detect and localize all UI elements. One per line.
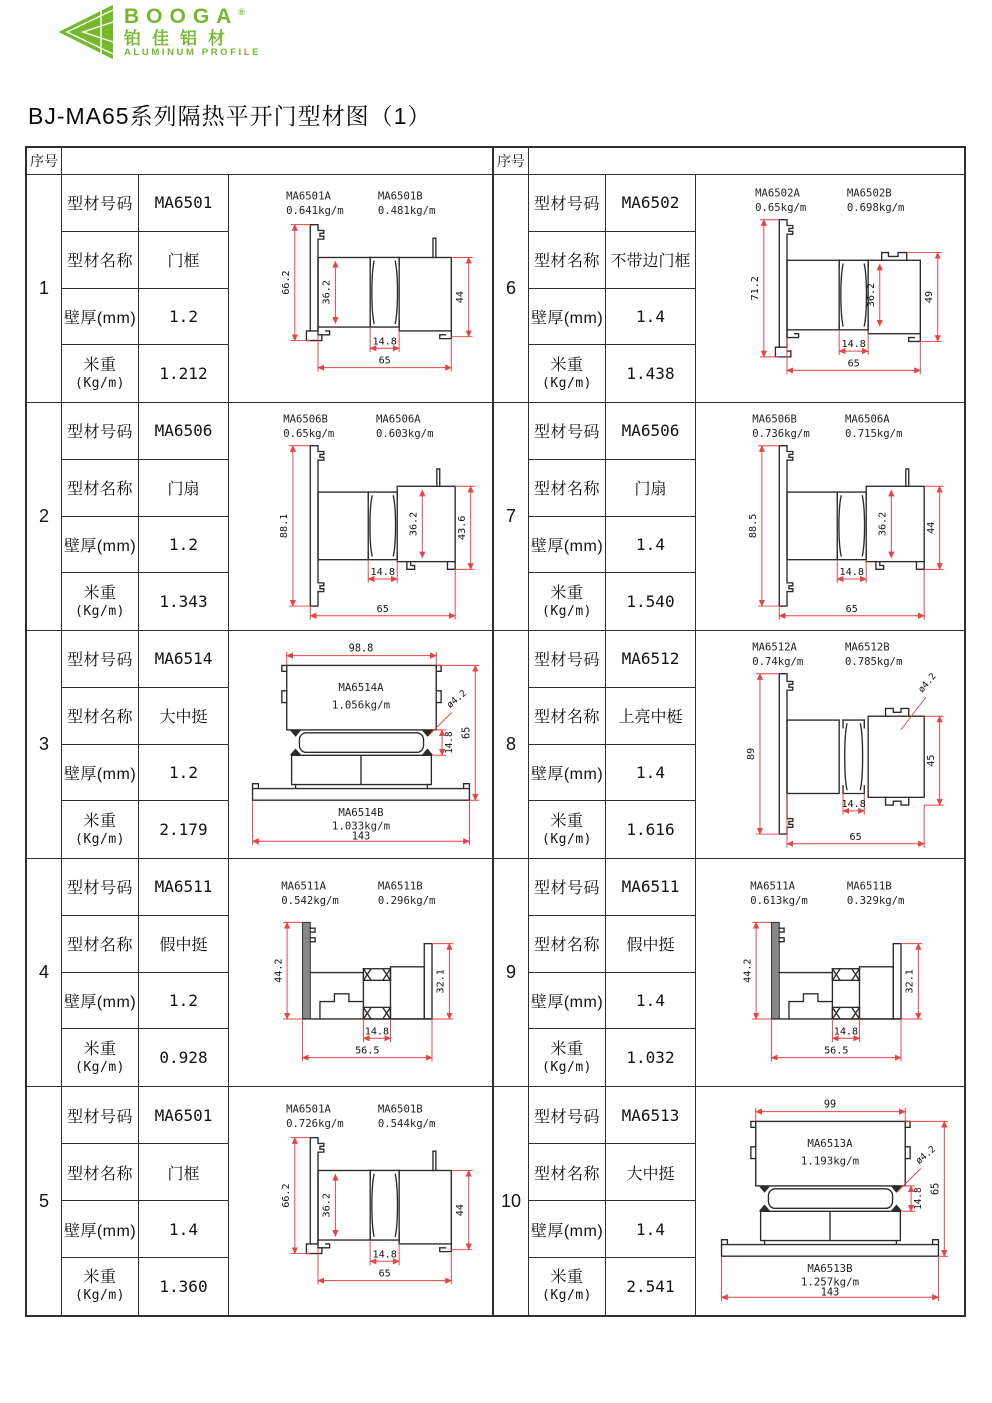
row-label-weight: 米重 (Kg/m) [529,345,606,402]
row-label-name: 型材名称 [529,460,606,517]
part-code: MA6502A [755,186,800,200]
meter-weight: 1.540 [606,573,696,630]
profile-row-5 [27,1087,492,1315]
dim-top-label: 99 [823,1099,837,1112]
dim-right-label: 44 [454,1203,466,1216]
row-label-weight: 米重 (Kg/m) [529,573,606,630]
meter-weight: 2.179 [139,801,229,858]
wall-thickness: 1.4 [606,745,696,802]
row-label-weight: 米重 (Kg/m) [529,1029,606,1086]
logo-text [124,5,261,58]
row-label-weight: 米重 (Kg/m) [529,801,606,858]
header-right-half [492,148,964,175]
serial-cell: 2 [27,403,62,630]
part-labels [283,413,433,440]
part-code: MA6513A [807,1137,853,1151]
row-label-name: 型材名称 [529,232,606,289]
dim-width-label: 65 [378,355,391,367]
profile-code: MA6506 [139,403,229,460]
part-labels [750,879,904,906]
header-left-blank [62,148,492,174]
part-code: MA6511A [750,879,796,893]
row-label-thickness: 壁厚(mm) [529,745,606,802]
row-label-code: 型材号码 [62,1087,139,1144]
part-weight: 0.715kg/m [844,427,903,441]
row-label-code: 型材号码 [529,1087,606,1144]
meter-weight: 2.541 [606,1258,696,1315]
profile-drawing [229,631,492,858]
profile-code: MA6502 [606,175,696,232]
logo [55,4,261,60]
part-weight: 0.698kg/m [846,201,905,215]
part-labels [286,1102,435,1129]
thermal-clamps [759,1186,903,1211]
hole-label: ø4.2 [444,687,469,711]
dim-width-label: 65 [849,832,862,844]
profile-row-8 [492,631,964,859]
dim-right-label: 49 [923,291,935,304]
dimensions [279,446,474,620]
part-labels [286,190,435,217]
part-weight: 0.329kg/m [846,893,905,907]
profile-code: MA6506 [606,403,696,460]
row-label-name: 型材名称 [62,916,139,973]
row-label-weight: 米重 (Kg/m) [62,801,139,858]
serial-cell: 1 [27,175,62,402]
dim-inner-label: 36.2 [321,1192,333,1218]
profile-drawing [696,631,964,858]
dim-bottom-label: 143 [820,1286,840,1299]
logo-brand: BOOGA® [124,5,245,29]
profile-name: 大中挺 [139,688,229,745]
profile-name: 大中挺 [606,1144,696,1201]
part-weight: 0.296kg/m [377,893,435,907]
row-label-weight: 米重 (Kg/m) [529,1258,606,1315]
profile-row-7 [492,403,964,631]
row-label-weight: 米重 (Kg/m) [62,1029,139,1086]
part-weight: 0.65kg/m [282,427,334,441]
dim-right-label: 44 [454,291,466,304]
dim-right-label: 32.1 [904,968,916,994]
dim-left-label: 89 [746,748,758,761]
profile-name: 门框 [139,1144,229,1201]
wall-thickness: 1.4 [139,1201,229,1258]
profiles-table [25,146,966,1317]
part-code: MA6506A [844,412,890,426]
wall-thickness: 1.4 [606,289,696,346]
part-code: MA6506A [375,412,421,426]
part-code: MA6514B [337,805,384,819]
profile-name: 不带边门框 [606,232,696,289]
part-code: MA6501A [285,189,331,203]
part-weight: 1.033kg/m [331,819,390,833]
profile-name: 上亮中梃 [606,688,696,745]
dimensions [748,446,943,620]
thermal-clamps [289,730,433,755]
dim-strip-label: 14.8 [841,799,866,811]
dim-left-label: 88.5 [748,513,760,539]
part-code: MA6501B [377,189,423,203]
wall-thickness: 1.4 [606,973,696,1030]
dim-width-label: 56.5 [354,1045,379,1057]
row-label-thickness: 壁厚(mm) [62,289,139,346]
part-weight: 0.542kg/m [280,893,339,907]
meter-weight: 1.616 [606,801,696,858]
dim-right-label: 44 [925,521,937,535]
profile-code: MA6501 [139,1087,229,1144]
part-code: MA6511B [846,879,892,893]
dim-left-label: 44.2 [272,958,284,983]
profile-row-1 [27,175,492,403]
row-label-thickness: 壁厚(mm) [529,973,606,1030]
dim-width-label: 65 [378,1268,391,1280]
profile-code: MA6514 [139,631,229,688]
part-code: MA6502B [846,186,892,200]
dim-right-label: 32.1 [435,968,447,994]
part-labels [752,641,902,668]
profile-name: 门扇 [139,460,229,517]
wall-thickness: 1.2 [139,745,229,802]
part-labels [281,879,435,906]
wall-thickness: 1.2 [139,289,229,346]
dim-inner-label: 36.2 [865,283,877,308]
profile-code: MA6513 [606,1087,696,1144]
dim-strip-label: 14.8 [841,339,866,351]
part-code: MA6506B [752,412,797,426]
row-label-code: 型材号码 [529,175,606,232]
meter-weight: 1.343 [139,573,229,630]
profile-name: 门框 [139,232,229,289]
part-weight: 0.65kg/m [755,201,807,215]
part-code: MA6501B [377,1102,423,1116]
profile-drawing [696,403,964,630]
serial-cell: 4 [27,859,62,1086]
part-weight: 0.785kg/m [844,655,903,669]
dim-right-label: 45 [925,754,937,768]
dim-strip-label: 14.8 [371,1249,397,1261]
profile-drawing [696,859,964,1086]
serial-cell: 5 [27,1087,62,1315]
part-weight: 0.544kg/m [377,1116,435,1130]
row-label-name: 型材名称 [62,460,139,517]
row-label-thickness: 壁厚(mm) [62,1201,139,1258]
table-header [27,148,964,175]
logo-chinese: 铂佳铝材 [124,28,236,48]
dim-strip-label: 14.8 [912,1187,924,1211]
profile-drawing [229,859,492,1086]
profile-drawing [229,403,492,630]
dim-width-label: 65 [376,604,389,616]
serial-header-left: 序号 [27,148,62,174]
part-code: MA6514A [337,680,384,694]
profile-row-2 [27,403,492,631]
dim-bottom-label: 143 [351,830,370,843]
table-body [27,175,964,1315]
dim-strip-label: 14.8 [443,731,455,754]
profile-drawing [696,1087,964,1315]
profile-outline [779,446,924,606]
meter-weight: 1.438 [606,345,696,402]
row-label-name: 型材名称 [62,1144,139,1201]
profile-outline [302,922,431,1019]
dim-left-label: 66.2 [280,270,292,295]
dim-strip-label: 14.8 [364,1026,389,1038]
row-label-thickness: 壁厚(mm) [529,1201,606,1258]
row-label-name: 型材名称 [62,232,139,289]
wall-thickness: 1.2 [139,517,229,574]
serial-cell: 8 [494,631,529,858]
profile-row-6 [492,175,964,403]
dim-strip-label: 14.8 [370,567,395,579]
part-code: MA6511A [280,879,326,893]
part-weight: 0.641kg/m [285,204,344,218]
wall-thickness: 1.4 [606,1201,696,1258]
row-label-weight: 米重 (Kg/m) [62,1258,139,1315]
part-weight: 0.726kg/m [285,1116,344,1130]
serial-cell: 10 [494,1087,529,1315]
profile-row-4 [27,859,492,1087]
part-weight: 1.257kg/m [800,1276,860,1290]
logo-subtitle: ALUMINUM PROFILE [124,46,262,58]
row-label-thickness: 壁厚(mm) [62,973,139,1030]
dim-width-label: 65 [847,358,860,370]
profile-name: 假中挺 [606,916,696,973]
profile-code: MA6501 [139,175,229,232]
row-label-weight: 米重 (Kg/m) [62,345,139,402]
dim-right-label: 43.6 [456,515,468,541]
registered-mark: ® [238,7,245,18]
dim-left-label: 71.2 [750,276,762,301]
row-label-name: 型材名称 [529,1144,606,1201]
wall-thickness: 1.2 [139,973,229,1030]
part-weight: 0.613kg/m [750,893,808,907]
part-code: MA6513B [807,1262,853,1276]
row-label-code: 型材号码 [62,859,139,916]
part-weight: 1.056kg/m [331,698,390,712]
row-label-thickness: 壁厚(mm) [62,745,139,802]
profile-code: MA6512 [606,631,696,688]
part-weight: 0.736kg/m [752,427,810,441]
dim-left-label: 44.2 [742,958,754,983]
row-label-code: 型材号码 [529,631,606,688]
dim-top-label: 98.8 [348,642,373,655]
logo-triangle-icon [55,4,117,60]
row-label-name: 型材名称 [529,688,606,745]
part-weight: 0.481kg/m [377,204,435,218]
profile-outline [310,446,455,606]
header-right-blank [529,148,964,174]
meter-weight: 1.032 [606,1029,696,1086]
profile-row-9 [492,859,964,1087]
row-label-code: 型材号码 [62,631,139,688]
hole-label: ø4.2 [913,1144,938,1168]
part-weight: 0.603kg/m [375,427,433,441]
dim-inner-label: 36.2 [877,512,889,537]
serial-cell: 7 [494,403,529,630]
profile-drawing [696,175,964,402]
part-code: MA6511B [377,879,423,893]
row-label-thickness: 壁厚(mm) [529,517,606,574]
row-label-code: 型材号码 [529,859,606,916]
dim-strip-label: 14.8 [833,1026,859,1038]
profile-row-3 [27,631,492,859]
part-code: MA6506B [282,412,328,426]
header-left-half [27,148,492,175]
profile-code: MA6511 [606,859,696,916]
row-label-name: 型材名称 [62,688,139,745]
dim-width-label: 56.5 [824,1045,849,1057]
dim-height-label: 65 [929,1183,942,1196]
serial-header-right: 序号 [494,148,529,174]
part-code: MA6512B [844,640,890,654]
dim-strip-label: 14.8 [371,336,397,348]
dim-inner-label: 36.2 [321,280,333,305]
part-code: MA6501A [285,1102,331,1116]
dim-left-label: 66.2 [280,1183,292,1208]
dim-left-label: 88.1 [278,513,290,539]
page-title: BJ-MA65系列隔热平开门型材图（1） [28,103,432,129]
profile-drawing [229,175,492,402]
profile-outline [772,922,901,1019]
dim-inner-label: 36.2 [408,512,420,537]
serial-cell: 9 [494,859,529,1086]
meter-weight: 1.360 [139,1258,229,1315]
profile-outline [775,220,920,357]
profile-row-10 [492,1087,964,1315]
dim-width-label: 65 [845,604,858,616]
profile-name: 门扇 [606,460,696,517]
dim-strip-label: 14.8 [839,567,864,579]
hole-label: ø4.2 [916,671,939,696]
row-label-name: 型材名称 [529,916,606,973]
wall-thickness: 1.4 [606,517,696,574]
profile-code: MA6511 [139,859,229,916]
meter-weight: 1.212 [139,345,229,402]
row-label-code: 型材号码 [62,403,139,460]
part-weight: 1.193kg/m [800,1154,860,1168]
meter-weight: 0.928 [139,1029,229,1086]
row-label-code: 型材号码 [62,175,139,232]
serial-cell: 3 [27,631,62,858]
part-code: MA6512A [752,640,797,654]
profile-drawing [229,1087,492,1315]
part-weight: 0.74kg/m [752,655,804,669]
row-label-thickness: 壁厚(mm) [529,289,606,346]
row-label-code: 型材号码 [529,403,606,460]
profile-name: 假中挺 [139,916,229,973]
row-label-thickness: 壁厚(mm) [62,517,139,574]
row-label-weight: 米重 (Kg/m) [62,573,139,630]
serial-cell: 6 [494,175,529,402]
dim-height-label: 65 [459,726,472,739]
part-labels [755,187,904,214]
part-labels [752,413,902,440]
